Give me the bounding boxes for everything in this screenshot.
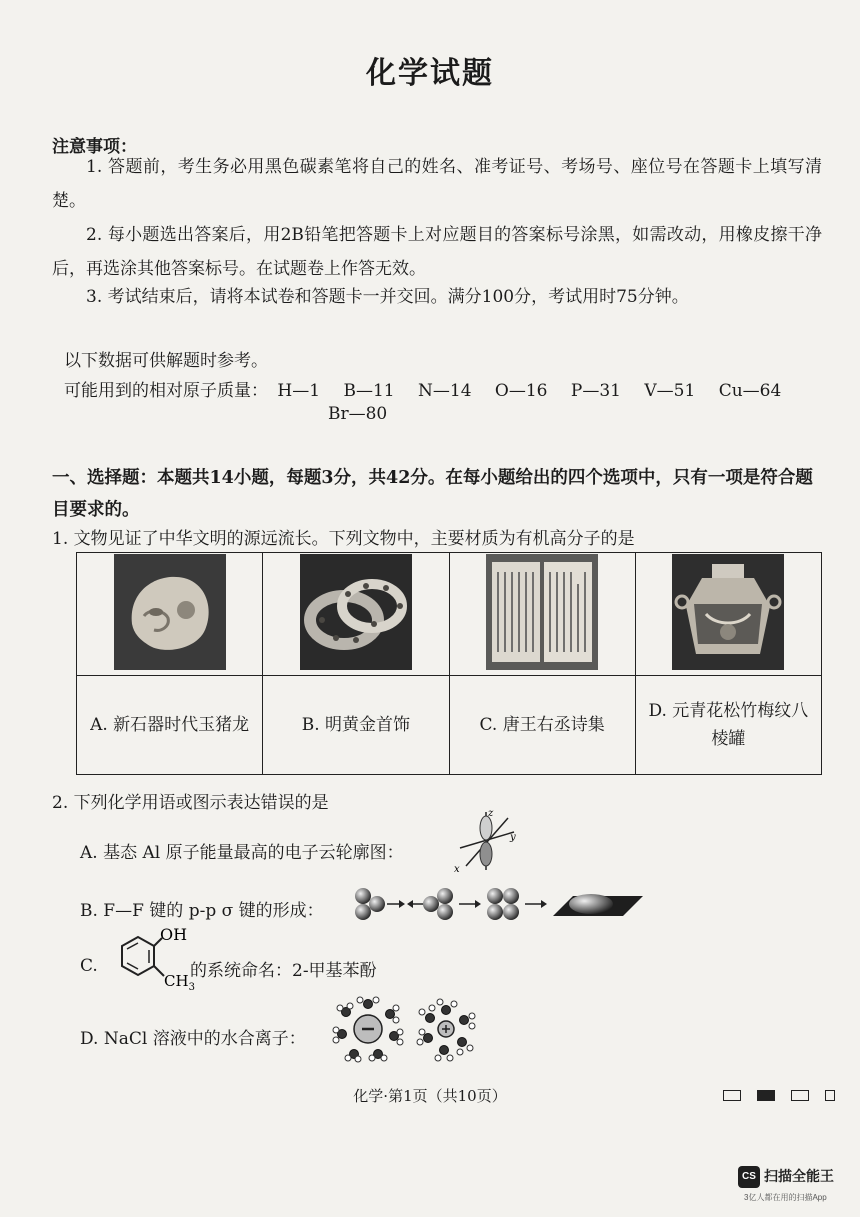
mass-b: B—11 [343,381,395,401]
q2-option-c-label: C. [80,956,98,976]
mass-h: H—1 [277,381,321,401]
gold-bracelet-photo [290,554,422,670]
page-title: 化学试题 [366,56,494,91]
sigma-bond-diagram [353,884,645,924]
jade-pig-dragon-photo [114,554,226,670]
mass-p: P—31 [570,381,621,401]
page-mark-2 [757,1090,775,1101]
q1-options-table [76,552,822,775]
poetry-book-photo [481,554,603,670]
page-mark-4 [825,1090,835,1101]
blue-white-jar-photo [666,554,790,670]
page-footer: 化学·第1页（共10页） [353,1087,507,1105]
mass-v: V—51 [644,381,696,401]
ch3-group-label: $CH_3$ [164,972,195,993]
atomic-masses [64,376,781,401]
axis-y-label: y [510,832,516,843]
page-mark-3 [791,1090,809,1101]
scanner-tagline: 3亿人都在用的扫描App [744,1193,827,1202]
q1-image-a [77,553,263,676]
q1-image-b [263,553,449,676]
q2-option-c-text: 的系统命名：2-甲基苯酚 [190,961,377,981]
mass-o: O—16 [494,381,548,401]
q1-option-b: B. 明黄金首饰 [263,676,449,775]
notice-item-3: 3. 考试结束后，请将本试卷和答题卡一并交回。满分100分，考试用时75分钟。 [86,287,689,307]
q1-option-c: C. 唐王右丞诗集 [449,676,635,775]
hydrated-ions-diagram [332,996,482,1062]
notice-item-1: 1. 答题前，考生务必用黑色碳素笔将自己的姓名、准考证号、考场号、座位号在答题卡上填写清楚。 [52,157,822,211]
q1-image-c [449,553,635,676]
2-methylphenol-structure [100,925,195,993]
scanner-logo-icon: CS [738,1166,760,1188]
notice-heading: 注意事项： [52,137,137,157]
axis-x-label: x [454,864,460,875]
reference-intro: 以下数据可供解题时参考。 [64,351,268,371]
mass-n: N—14 [418,381,472,401]
q2-stem: 2. 下列化学用语或图示表达错误的是 [52,793,329,813]
q1-image-d [635,553,821,676]
p-orbital-diagram [452,808,520,874]
oh-group-label: OH [160,925,188,944]
axis-z-label: z [488,808,494,819]
scanner-app-name: 扫描全能王 [764,1168,834,1184]
masses-label: 可能用到的相对原子质量： [64,381,268,401]
q2-option-d: D. NaCl 溶液中的水合离子： [80,1029,306,1049]
q2-option-a: A. 基态 Al 原子能量最高的电子云轮廓图： [80,843,404,863]
q2-option-b: B. F—F 键的 p-p σ 键的形成： [80,901,324,921]
mass-br: Br—80 [328,404,388,424]
q1-option-d: D. 元青花松竹梅纹八棱罐 [635,676,821,775]
section-heading: 一、选择题：本题共14小题，每题3分，共42分。在每小题给出的四个选项中，只有一项是符合题目要求的。 [52,468,813,520]
q1-stem: 1. 文物见证了中华文明的源远流长。下列文物中，主要材质为有机高分子的是 [52,529,635,549]
notice-item-2: 2. 每小题选出答案后，用2B铅笔把答题卡上对应题目的答案标号涂黑，如需改动，用橡皮擦干净后，再选涂其他答案标号。在试题卷上作答无效。 [52,225,822,279]
mass-cu: Cu—64 [718,381,782,401]
page-position-marks [723,1086,835,1105]
q1-option-a: A. 新石器时代玉猪龙 [77,676,263,775]
page-mark-1 [723,1090,741,1101]
